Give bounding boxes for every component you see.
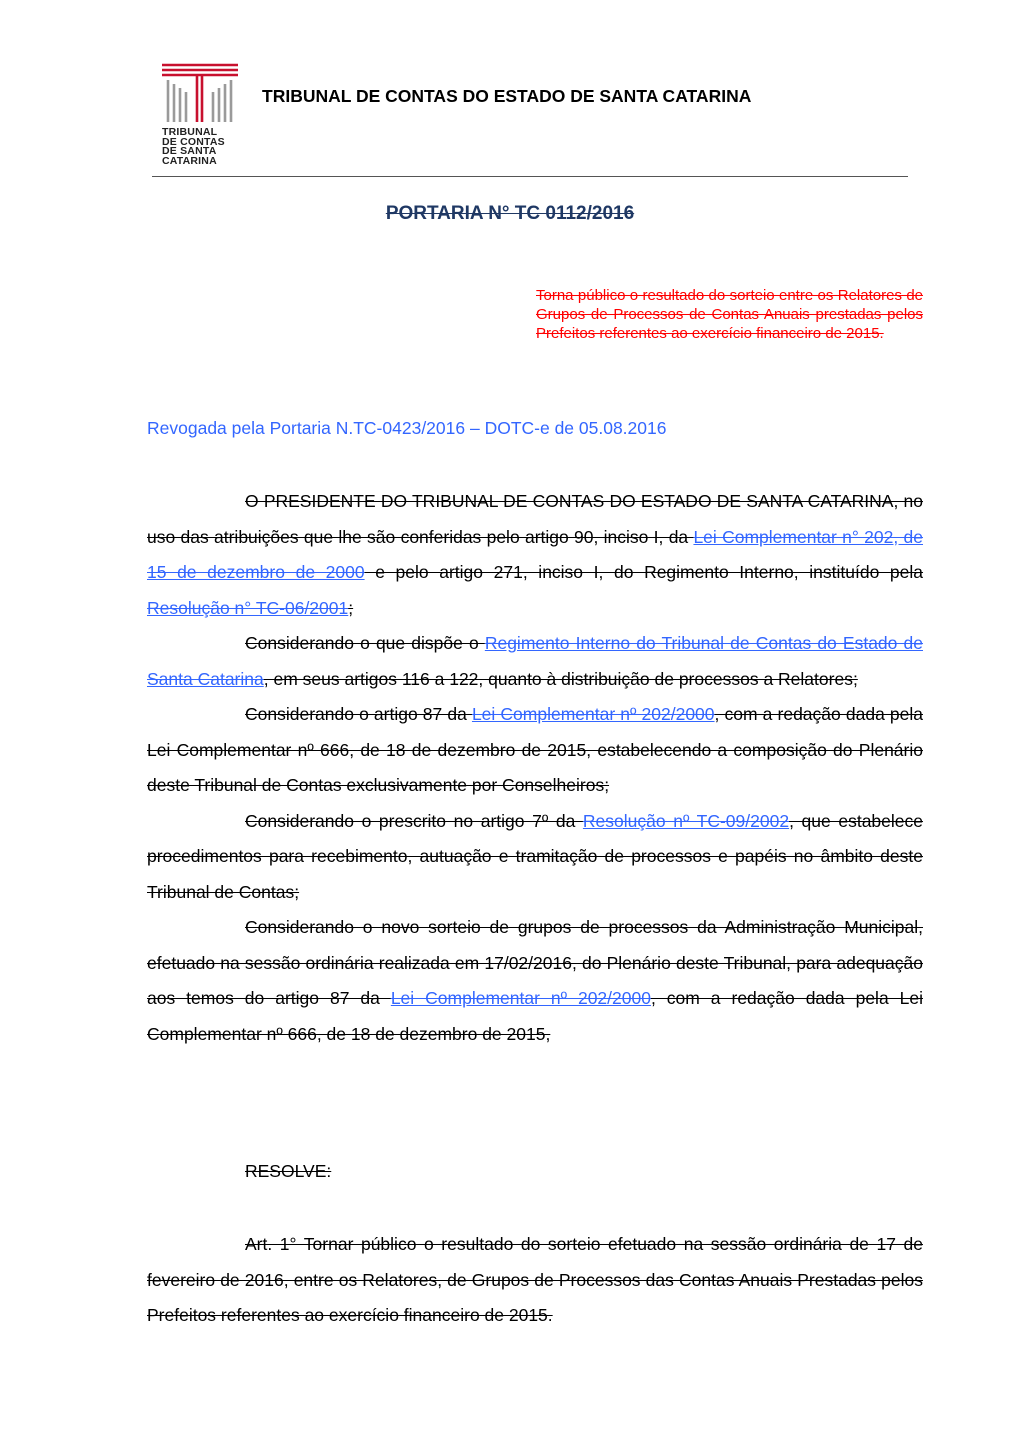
document-title: PORTARIA N° TC 0112/2016 [385, 203, 635, 224]
logo-line: DE CONTAS [162, 135, 225, 148]
paragraph-text: Considerando o que dispõe o [245, 633, 485, 653]
paragraph-text: ; [348, 597, 354, 618]
paragraph-text: O PRESIDENTE DO TRIBUNAL DE CONTAS DO ESTADO DE SANTA CATARINA, no uso das atribuições que lhe são conferidas pelo artigo 90, inciso I, da [147, 491, 923, 547]
link-lei-complementar-202-2000[interactable]: Lei Complementar nº 202/2000 [471, 704, 715, 724]
paragraph-text: Considerando o novo sorteio de grupos de processos da Administração Municipal, efetuado na sessão ordinária realizada em 17/02/2016, do Plenário deste Tribunal, para adequação aos temos do artigo 87 da [147, 917, 923, 1008]
logo-line: TRIBUNAL [162, 126, 218, 138]
logo-line: DE SANTA [162, 145, 217, 157]
logo-text [162, 128, 225, 166]
paragraph-text: , com a redação dada pela Lei Complementar nº 666, de 18 de dezembro de 2015, [147, 988, 923, 1044]
articles-block [147, 1227, 923, 1334]
logo-mark [162, 65, 238, 122]
revocation-note[interactable]: Revogada pela Portaria N.TC-0423/2016 – DOTC-e de 05.08.2016 [147, 418, 667, 438]
ementa: Torna público o resultado do sorteio entre os Relatores de Grupos de Processos de Contas Anuais prestadas pelos Prefeitos referentes ao exercício financeiro de 2015. [536, 287, 923, 342]
paragraph-text: e pelo artigo 271, inciso I, do Regimento Interno, instituído pela [364, 562, 924, 582]
header-title: TRIBUNAL DE CONTAS DO ESTADO DE SANTA CATARINA [262, 86, 752, 106]
paragraph-text: , em seus artigos 116 a 122, quanto à distribuição de processos a Relatores; [263, 668, 858, 689]
paragraph-considerando-1 [147, 626, 923, 697]
logo-line: CATARINA [162, 154, 217, 167]
link-regimento-interno[interactable]: Regimento Interno do Tribunal de Contas do Estado de Santa Catarina [147, 633, 923, 689]
paragraph-text: , que estabelece procedimentos para recebimento, autuação e tramitação de processos e papéis no âmbito deste Tribunal de Contas; [147, 810, 923, 902]
paragraph-text: , com a redação dada pela Lei Complementar nº 666, de 18 de dezembro de 2015, estabelecendo a composição do Plenário deste Tribunal de Contas exclusivamente por Conselheiros; [147, 704, 923, 795]
preamble-block [147, 484, 923, 1052]
resolve-heading: RESOLVE: [245, 1161, 332, 1181]
article-1: Art. 1° Tornar público o resultado do sorteio efetuado na sessão ordinária de 17 de fevereiro de 2016, entre os Relatores, de Grupos de Processos das Contas Anuais Prestadas pelos Prefeitos referentes ao exercício financeiro de 2015. [147, 1234, 923, 1325]
paragraph-president [147, 484, 923, 626]
paragraph-considerando-4 [147, 910, 923, 1052]
paragraph-text: Considerando o prescrito no artigo 7º da [245, 810, 583, 831]
paragraph-considerando-3 [147, 804, 923, 911]
link-resolucao-tc-06-2001[interactable]: Resolução n° TC-06/2001 [147, 597, 349, 618]
link-resolucao-tc-09-2002[interactable]: Resolução nº TC-09/2002 [582, 810, 790, 831]
paragraph-considerando-2 [147, 697, 923, 804]
link-lei-complementar-202[interactable]: Lei Complementar n° 202, de 15 de dezembro de 2000 [147, 526, 923, 582]
paragraph-text: Considerando o artigo 87 da [245, 704, 472, 724]
link-lei-complementar-202-2000[interactable]: Lei Complementar nº 202/2000 [390, 988, 651, 1008]
header-divider [152, 176, 908, 177]
